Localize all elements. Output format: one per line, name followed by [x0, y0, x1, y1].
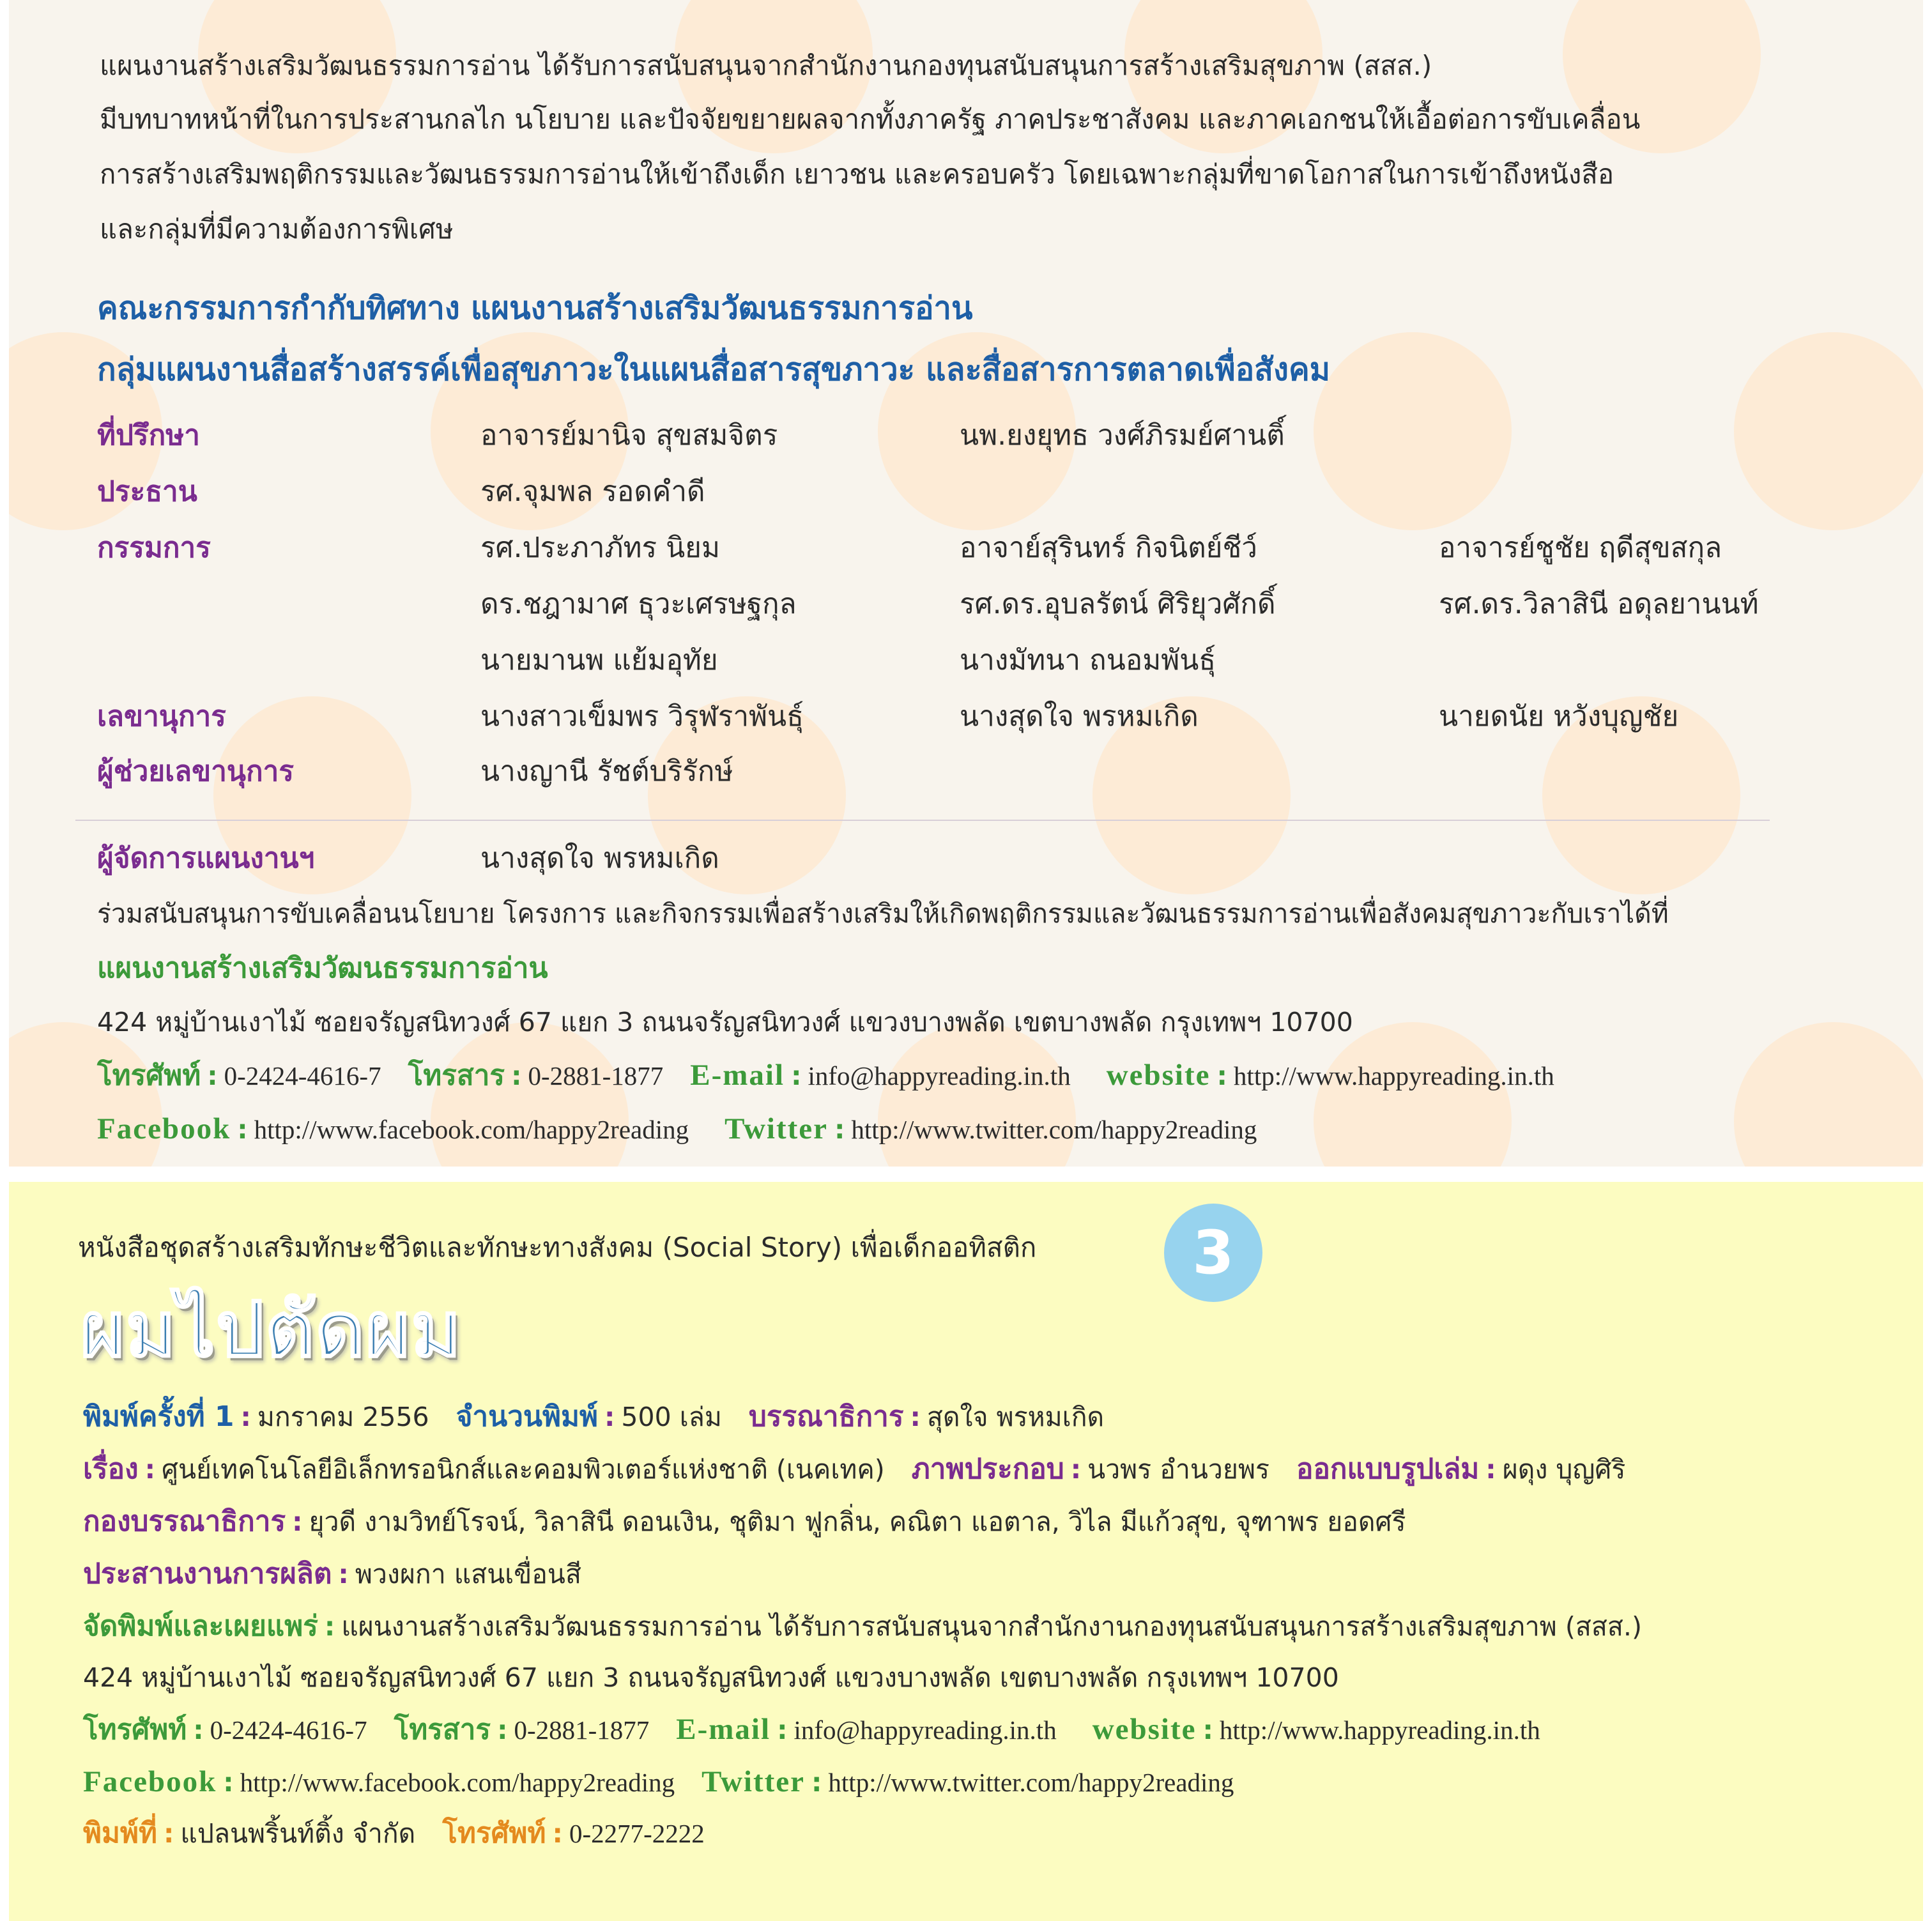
edition-row: พิมพ์ครั้งที่ 1 : มกราคม 2556 จำนวนพิมพ์ : 500 เล่ม บรรณาธิการ : สุดใจ พรหมเกิด	[83, 1400, 1105, 1433]
member-name: รศ.ประภาภัทร นิยม	[480, 532, 720, 564]
manager-name: นางสุดใจ พรหมเกิด	[480, 842, 719, 875]
phone-value: 0-2424-4616-7	[210, 1715, 367, 1745]
twitter-label: Twitter	[702, 1765, 805, 1798]
member-name: นายมานพ แย้มอุทัย	[480, 644, 718, 677]
facebook-link[interactable]: http://www.facebook.com/happy2reading	[240, 1768, 675, 1797]
intro-line: แผนงานสร้างเสริมวัฒนธรรมการอ่าน ได้รับการสนับสนุนจากสำนักงานกองทุนสนับสนุนการสร้างเสริมสุขภาพ (สสส.)	[100, 50, 1432, 81]
decor-dot	[1314, 1022, 1512, 1167]
website-label: website	[1106, 1059, 1211, 1092]
phone-label: โทรศัพท์	[83, 1713, 187, 1746]
member-name: นางสุดใจ พรหมเกิด	[960, 700, 1199, 733]
publisher-label: จัดพิมพ์และเผยแพร่	[83, 1610, 318, 1642]
book-address: 424 หมู่บ้านเงาไม้ ซอยจรัญสนิทวงศ์ 67 แยก 3 ถนนจรัญสนิทวงศ์ แขวงบางพลัด เขตบางพลัด กรุงเทพฯ 10700	[83, 1662, 1339, 1693]
committee-subheading: กลุ่มแผนงานสื่อสร้างสรรค์เพื่อสุขภาวะในแผนสื่อสารสุขภาวะ และสื่อสารการตลาดเพื่อสังคม	[97, 351, 1331, 388]
story-label: เรื่อง	[83, 1453, 139, 1485]
fax-value: 0-2881-1877	[514, 1715, 650, 1745]
design-label: ออกแบบรูปเล่ม	[1296, 1453, 1480, 1485]
story-value: ศูนย์เทคโนโลยีอิเล็กทรอนิกส์และคอมพิวเตอร์แห่งชาติ (เนคเทค)	[162, 1454, 885, 1485]
illustration-value: นวพร อำนวยพร	[1087, 1454, 1270, 1485]
phone-value: 0-2424-4616-7	[224, 1061, 381, 1091]
fax-label: โทรสาร	[394, 1713, 491, 1746]
editor-label: บรรณาธิการ	[748, 1400, 904, 1433]
address: 424 หมู่บ้านเงาไม้ ซอยจรัญสนิทวงศ์ 67 แยก 3 ถนนจรัญสนิทวงศ์ แขวงบางพลัด เขตบางพลัด กรุงเทพฯ 10700	[97, 1007, 1353, 1037]
design-value: ผดุง บุญศิริ	[1502, 1454, 1626, 1485]
printer-label: พิมพ์ที่	[83, 1817, 158, 1849]
decor-dot	[878, 1022, 1076, 1167]
production-row: ประสานงานการผลิต : พวงผกา แสนเขื่อนสี	[83, 1557, 581, 1590]
member-name: อาจาย์สุรินทร์ กิจนิตย์ชีว์	[960, 532, 1258, 564]
member-name: อาจารย์ชูชัย ฤดีสุขสกุล	[1439, 532, 1722, 564]
facebook-label: Facebook	[83, 1765, 217, 1798]
role-chair: ประธาน	[97, 475, 197, 508]
phone-label: โทรศัพท์	[97, 1059, 201, 1092]
email-link[interactable]: info@happyreading.in.th	[808, 1061, 1071, 1091]
member-name: รศ.จุมพล รอดคำดี	[480, 475, 705, 508]
role-secretary: เลขานุการ	[97, 700, 226, 733]
contact-row: โทรศัพท์ : 0-2424-4616-7 โทรสาร : 0-2881-1877 E-mail : info@happyreading.in.th website : http://www.happyreading.in.th	[97, 1059, 1554, 1092]
role-advisor: ที่ปรึกษา	[97, 419, 200, 452]
printer-phone-value: 0-2277-2222	[569, 1819, 705, 1848]
decor-dot	[431, 1022, 629, 1167]
book-title: ผมไปตัดผม	[80, 1285, 463, 1374]
editorial-label: กองบรรณาธิการ	[83, 1505, 286, 1538]
email-label: E-mail	[690, 1059, 785, 1092]
manager-label: ผู้จัดการแผนงานฯ	[97, 842, 315, 875]
twitter-link[interactable]: http://www.twitter.com/happy2reading	[851, 1115, 1257, 1144]
series-title: หนังสือชุดสร้างเสริมทักษะชีวิตและทักษะทางสังคม (Social Story) เพื่อเด็กออทิสติก	[78, 1232, 1037, 1263]
website-link[interactable]: http://www.happyreading.in.th	[1233, 1061, 1554, 1091]
role-committee: กรรมการ	[97, 532, 211, 564]
social-row: Facebook : http://www.facebook.com/happy2reading Twitter : http://www.twitter.com/happy2reading	[97, 1112, 1257, 1145]
twitter-label: Twitter	[724, 1112, 828, 1145]
member-name: นางสาวเข็มพร วิรุฬราพันธุ์	[480, 700, 804, 733]
illustration-label: ภาพประกอบ	[911, 1453, 1064, 1485]
edition-value: มกราคม 2556	[257, 1402, 429, 1432]
editorial-row: กองบรรณาธิการ : ยุวดี งามวิทย์โรจน์, วิลาสินี ดอนเงิน, ชุติมา ฟูกลิ่น, คณิตา แอตาล, วิไล มีแก้วสุข, จุฑาพร ยอดศรี	[83, 1505, 1406, 1538]
fax-label: โทรสาร	[408, 1059, 505, 1092]
production-value: พวงผกา แสนเขื่อนสี	[355, 1559, 581, 1589]
copies-value: 500 เล่ม	[621, 1402, 722, 1432]
copies-label: จำนวนพิมพ์	[456, 1400, 599, 1433]
story-row: เรื่อง : ศูนย์เทคโนโลยีอิเล็กทรอนิกส์และคอมพิวเตอร์แห่งชาติ (เนคเทค) ภาพประกอบ : นวพร อำนวยพร ออกแบบรูปเล่ม : ผดุง บุญศิริ	[83, 1453, 1626, 1485]
member-name: รศ.ดร.อุบลรัตน์ ศิริยุวศักดิ์	[960, 588, 1276, 620]
editorial-value: ยุวดี งามวิทย์โรจน์, วิลาสินี ดอนเงิน, ชุติมา ฟูกลิ่น, คณิตา แอตาล, วิไล มีแก้วสุข, จุฑาพร ยอดศรี	[309, 1506, 1406, 1537]
printer-value: แปลนพริ้นท์ติ้ง จำกัด	[180, 1818, 416, 1849]
website-label: website	[1092, 1713, 1197, 1746]
intro-line: การสร้างเสริมพฤติกรรมและวัฒนธรรมการอ่านให้เข้าถึงเด็ก เยาวชน และครอบครัว โดยเฉพาะกลุ่มที่ขาดโอกาสในการเข้าถึงหนังสือ	[100, 158, 1614, 190]
website-link[interactable]: http://www.happyreading.in.th	[1219, 1715, 1540, 1745]
publisher-row: จัดพิมพ์และเผยแพร่ : แผนงานสร้างเสริมวัฒนธรรมการอ่าน ได้รับการสนับสนุนจากสำนักงานกองทุนสนับสนุนการสร้างเสริมสุขภาพ (สสส.)	[83, 1610, 1642, 1642]
divider	[75, 820, 1770, 821]
facebook-label: Facebook	[97, 1112, 231, 1145]
member-name: นพ.ยงยุทธ วงศ์ภิรมย์ศานติ์	[960, 419, 1285, 452]
book-contact-row: โทรศัพท์ : 0-2424-4616-7 โทรสาร : 0-2881-1877 E-mail : info@happyreading.in.th website : http://www.happyreading.in.th	[83, 1713, 1540, 1746]
editor-value: สุดใจ พรหมเกิด	[926, 1402, 1105, 1432]
email-link[interactable]: info@happyreading.in.th	[793, 1715, 1057, 1745]
decor-dot	[1734, 332, 1923, 530]
book-social-row: Facebook : http://www.facebook.com/happy2reading Twitter : http://www.twitter.com/happy2reading	[83, 1765, 1234, 1798]
member-name: รศ.ดร.วิลาสินี อดุลยานนท์	[1439, 588, 1759, 620]
edition-label: พิมพ์ครั้งที่ 1	[83, 1400, 234, 1433]
member-name: นางมัทนา ถนอมพันธุ์	[960, 644, 1216, 677]
publisher-value: แผนงานสร้างเสริมวัฒนธรรมการอ่าน ได้รับการสนับสนุนจากสำนักงานกองทุนสนับสนุนการสร้างเสริมสุขภาพ (สสส.)	[341, 1611, 1642, 1642]
twitter-link[interactable]: http://www.twitter.com/happy2reading	[828, 1768, 1234, 1797]
decor-dot	[1314, 332, 1512, 530]
member-name: นางญานี รัชต์บริรักษ์	[480, 755, 733, 788]
org-name: แผนงานสร้างเสริมวัฒนธรรมการอ่าน	[97, 952, 548, 984]
committee-heading: คณะกรรมการกำกับทิศทาง แผนงานสร้างเสริมวัฒนธรรมการอ่าน	[97, 290, 973, 326]
printer-row: พิมพ์ที่ : แปลนพริ้นท์ติ้ง จำกัด โทรศัพท์ : 0-2277-2222	[83, 1817, 705, 1849]
intro-line: มีบทบาทหน้าที่ในการประสานกลไก นโยบาย และปัจจัยขยายผลจากทั้งภาครัฐ ภาคประชาสังคม และภาคเอกชนให้เอื้อต่อการขับเคลื่อน	[100, 103, 1641, 135]
email-label: E-mail	[676, 1713, 771, 1746]
facebook-link[interactable]: http://www.facebook.com/happy2reading	[254, 1115, 689, 1144]
member-name: นายดนัย หวังบุญชัย	[1439, 700, 1679, 733]
printer-phone-label: โทรศัพท์	[442, 1817, 546, 1849]
book-number-badge: 3	[1164, 1204, 1262, 1302]
decor-dot	[1734, 1022, 1923, 1167]
member-name: ดร.ชฎามาศ ธุวะเศรษฐกุล	[480, 588, 797, 620]
support-text: ร่วมสนับสนุนการขับเคลื่อนนโยบาย โครงการ และกิจกรรมเพื่อสร้างเสริมให้เกิดพฤติกรรมและวัฒนธรรมการอ่านเพื่อสังคมสุขภาวะกับเราได้ที่	[97, 898, 1669, 929]
fax-value: 0-2881-1877	[528, 1061, 664, 1091]
production-label: ประสานงานการผลิต	[83, 1557, 332, 1590]
role-assistant-secretary: ผู้ช่วยเลขานุการ	[97, 755, 294, 788]
member-name: อาจารย์มานิจ สุขสมจิตร	[480, 419, 778, 452]
intro-line: และกลุ่มที่มีความต้องการพิเศษ	[100, 213, 454, 245]
